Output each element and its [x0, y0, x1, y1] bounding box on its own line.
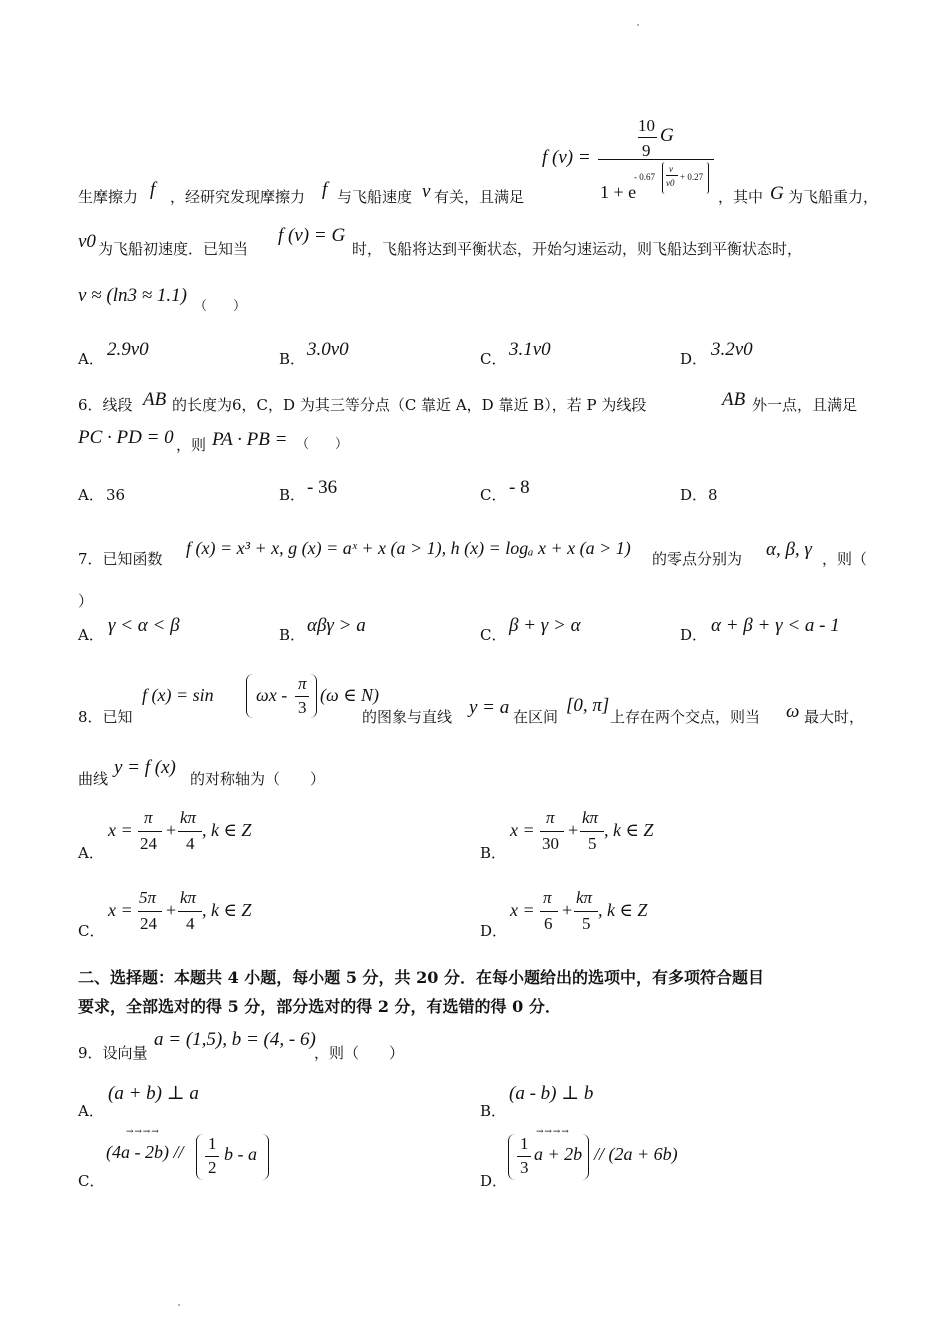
- q8-c-n2: kπ: [180, 888, 197, 907]
- q5-formula-fraction: [598, 114, 714, 210]
- q8-option-d-label: D．: [480, 922, 508, 940]
- q6-option-b-label: B．: [279, 486, 306, 504]
- q8-curve: y = f (x): [114, 757, 176, 778]
- q7-option-d-label: D．: [680, 626, 708, 644]
- q8-fx-pi: π: [298, 674, 307, 693]
- q9-option-b-value[interactable]: (a - b) ⊥ b: [509, 1083, 594, 1104]
- q8-option-d-value[interactable]: x = π 6 + kπ 5 , k ∈ Z: [510, 888, 648, 933]
- q5-formula-lhs: f (v) =: [542, 147, 591, 168]
- q9-option-b-label: B．: [480, 1102, 507, 1120]
- q6-line1-math-ab1: AB: [143, 389, 167, 410]
- q5-exp-tail: + 0.27: [680, 172, 704, 182]
- q5-line1-text-2: ，经研究发现摩擦力: [170, 188, 306, 206]
- q9-c-v1: (4a - 2b) //: [106, 1142, 184, 1162]
- q5-exp-den: v0: [666, 178, 675, 188]
- q8-a-d2: 4: [186, 834, 195, 853]
- q6-line1-text-2: 的长度为6，C，D 为其三等分点（C 靠近 A，D 靠近 B），若 P 为线段: [172, 396, 647, 414]
- q5-line2-math-eq: f (v) = G: [278, 225, 346, 246]
- q9-d-v2: // (2a + 6b): [594, 1144, 678, 1164]
- q5-line1-math-f2: f: [322, 179, 328, 200]
- q9-option-a-value[interactable]: (a + b) ⊥ a: [108, 1083, 199, 1104]
- q8-c-n1: 5π: [139, 888, 157, 907]
- q8-option-b-label: B．: [480, 844, 507, 862]
- q9-option-c-value[interactable]: → → → → (4a - 2b) // 1 2 b - a: [106, 1128, 276, 1184]
- q9-d-v1: a + 2b: [534, 1144, 583, 1164]
- q7-option-b-value[interactable]: αβγ > a: [307, 615, 366, 636]
- q5-line2-math-v0: v0: [78, 231, 96, 252]
- q9-option-d-value[interactable]: → → → → 1 3 a + 2b // (2a + 6b): [508, 1128, 698, 1184]
- q8-c-pre: x =: [108, 900, 133, 920]
- q7-option-a-label: A．: [78, 626, 104, 644]
- q5-line1-text-4: 有关，且满足: [434, 188, 525, 206]
- q5-line1-text-5: ，其中: [718, 188, 764, 206]
- q5-exp-coef: - 0.67: [634, 172, 655, 182]
- q5-option-d-label: D．: [680, 350, 708, 368]
- q8-fx-inner: ωx -: [256, 685, 288, 705]
- q8-option-b-value[interactable]: x = π 30 + kπ 5 , k ∈ Z: [510, 808, 654, 853]
- q9-d-d: 3: [520, 1158, 529, 1177]
- page-bottom-dot: [178, 1304, 180, 1306]
- q9-text-1: 9．设向量: [78, 1044, 148, 1062]
- q8-c-post: , k ∈ Z: [202, 900, 252, 920]
- q8-fx-three: 3: [298, 698, 307, 717]
- q8-option-a-label: A．: [78, 844, 104, 862]
- section2-heading-line2: 要求，全部选对的得 5 分，部分选对的得 2 分，有选错的得 0 分．: [78, 997, 561, 1016]
- q6-option-d-label: D．: [680, 486, 708, 504]
- q8-function: [142, 672, 380, 722]
- q7-text-1: 7．已知函数: [78, 550, 163, 568]
- q8-c-d1: 24: [140, 914, 157, 933]
- q7-text-2: 的零点分别为: [652, 550, 743, 568]
- q6-option-a-label: A．: [78, 486, 104, 504]
- q5-line1-math-f1: f: [150, 179, 156, 200]
- q8-d-n1: π: [543, 888, 552, 907]
- q8-b-n1: π: [546, 808, 555, 827]
- q7-functions: f (x) = x³ + x, g (x) = aˣ + x (a > 1), h (x) = logₐ x + x (a > 1): [186, 538, 631, 558]
- q5-den-one-plus: 1 + e: [600, 182, 637, 202]
- q8-a-pre: x =: [108, 820, 133, 840]
- q8-b-pre: x =: [510, 820, 535, 840]
- q8-text-3: 在区间: [513, 708, 559, 726]
- q9-option-a-label: A．: [78, 1102, 104, 1120]
- section2-heading-line1: 二、选择题：本题共 4 小题，每小题 5 分，共 20 分．在每小题给出的选项中，有多项符合题目: [78, 968, 764, 987]
- q5-line1-math-g: G: [770, 183, 784, 204]
- q6-option-b-value[interactable]: - 36: [307, 477, 338, 498]
- q5-option-c-label: C．: [480, 350, 507, 368]
- q7-option-a-value[interactable]: γ < α < β: [108, 615, 180, 636]
- q8-fx-sin: f (x) = sin: [142, 685, 214, 705]
- q6-option-a-value[interactable]: 36: [106, 486, 126, 504]
- q6-line1-math-ab2: AB: [722, 389, 746, 410]
- q8-fx-cond: (ω ∈ N): [320, 685, 380, 705]
- q6-line2-text-1: ，则: [176, 436, 207, 454]
- q6-line2-paren: （ ）: [296, 437, 349, 452]
- q6-option-c-label: C．: [480, 486, 507, 504]
- q9-c-v2: b - a: [224, 1144, 257, 1164]
- q5-line3-paren: （ ）: [194, 299, 247, 314]
- q8-b-d1: 30: [542, 834, 559, 853]
- q5-line1-text-3: 与飞船速度: [337, 188, 413, 206]
- q5-num-top: 10: [638, 116, 655, 135]
- q9-c-d: 2: [208, 1158, 217, 1177]
- q9-option-d-label: D．: [480, 1172, 508, 1190]
- q5-option-d-value[interactable]: 3.2v0: [711, 339, 753, 360]
- q9-d-n: 1: [520, 1134, 529, 1153]
- q5-option-c-value[interactable]: 3.1v0: [509, 339, 551, 360]
- q6-option-d-value[interactable]: 8: [708, 486, 718, 504]
- q8-text-4: 上存在两个交点，则当: [610, 708, 761, 726]
- q8-a-n2: kπ: [180, 808, 197, 827]
- q8-d-pre: x =: [510, 900, 535, 920]
- q8-d-d1: 6: [544, 914, 553, 933]
- q8-a-post: , k ∈ Z: [202, 820, 252, 840]
- q8-text-7: 的对称轴为（ ）: [190, 770, 326, 788]
- q6-line1-text-3: 外一点，且满足: [752, 396, 858, 414]
- q9-text-2: ，则（ ）: [314, 1044, 405, 1062]
- q5-line1-text-6: 为飞船重力，: [788, 188, 879, 206]
- q8-d-d2: 5: [582, 914, 591, 933]
- q9-c-n: 1: [208, 1134, 217, 1153]
- q8-text-5: 最大时，: [804, 708, 865, 726]
- q8-b-post: , k ∈ Z: [604, 820, 654, 840]
- q8-omega: ω: [786, 701, 800, 722]
- q8-option-c-value[interactable]: x = 5π 24 + kπ 4 , k ∈ Z: [108, 888, 252, 933]
- q5-exp-num: v: [669, 164, 673, 174]
- q6-line1-text-1: 6．线段: [78, 396, 133, 414]
- q6-line2-math-2: PA · PB =: [212, 429, 288, 450]
- q8-text-1: 8．已知: [78, 708, 133, 726]
- q8-text-2: 的图象与直线: [362, 708, 453, 726]
- q8-d-n2: kπ: [576, 888, 593, 907]
- q5-option-a-value[interactable]: 2.9v0: [107, 339, 149, 360]
- q7-option-c-label: C．: [480, 626, 507, 644]
- q5-line1-math-v: v: [422, 181, 431, 202]
- page-top-dot: [637, 24, 639, 26]
- q9-option-c-label: C．: [78, 1172, 105, 1190]
- q5-option-a-label: A．: [78, 350, 104, 368]
- q8-c-d2: 4: [186, 914, 195, 933]
- q8-b-n2: kπ: [582, 808, 599, 827]
- q7-option-b-label: B．: [279, 626, 306, 644]
- q7-option-d-value[interactable]: α + β + γ < a - 1: [711, 615, 840, 636]
- q8-option-c-label: C．: [78, 922, 105, 940]
- q5-line2-text-1: 为飞船初速度．已知当: [98, 240, 249, 258]
- q8-line: y = a: [469, 697, 510, 718]
- q5-num-bot: 9: [642, 141, 651, 160]
- q5-line3-math: v ≈ (ln3 ≈ 1.1): [78, 285, 187, 306]
- q5-num-var: G: [660, 125, 674, 146]
- q7-text-3: ，则（: [822, 550, 868, 568]
- q5-line2-text-2: 时，飞船将达到平衡状态，开始匀速运动，则飞船达到平衡状态时，: [352, 240, 803, 258]
- q9-vectors: a = (1,5), b = (4, - 6): [154, 1029, 316, 1050]
- q5-option-b-value[interactable]: 3.0v0: [307, 339, 349, 360]
- q8-a-d1: 24: [140, 834, 157, 853]
- q8-b-d2: 5: [588, 834, 597, 853]
- q5-option-b-label: B．: [279, 350, 306, 368]
- q8-option-a-value[interactable]: x = π 24 + kπ 4 , k ∈ Z: [108, 808, 252, 853]
- q6-option-c-value[interactable]: - 8: [509, 477, 530, 498]
- q7-text-4: ）: [78, 592, 94, 610]
- q7-zeros: α, β, γ: [766, 539, 812, 560]
- q8-d-post: , k ∈ Z: [598, 900, 648, 920]
- q6-line2-math-1: PC · PD = 0: [78, 427, 174, 448]
- q8-a-n1: π: [144, 808, 153, 827]
- q7-option-c-value[interactable]: β + γ > α: [509, 615, 581, 636]
- q8-interval: [0, π]: [566, 695, 610, 716]
- q5-line1-text-1: 生摩擦力: [78, 188, 139, 206]
- q8-text-6: 曲线: [78, 770, 109, 788]
